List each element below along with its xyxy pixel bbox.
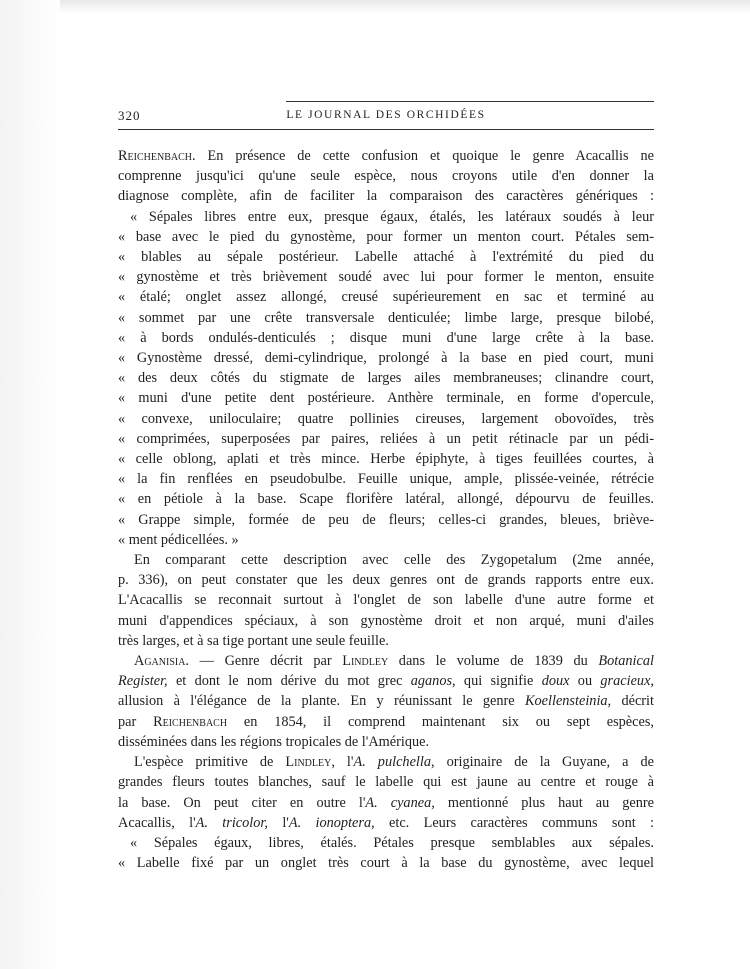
text-run: L'espèce primitive de <box>134 754 286 771</box>
text-run: « blables au sépale postérieur. Labelle attaché à l'extrémité du pied du <box>118 249 654 266</box>
text-line <box>118 247 654 267</box>
text-line <box>118 186 654 206</box>
text-run: — Genre décrit par <box>189 653 343 670</box>
text-run: « sommet par une crête transversale denticulée; limbe large, presque bilobé, <box>118 309 654 326</box>
text-line <box>118 368 654 388</box>
text-line <box>118 146 654 166</box>
italic-term: A. cyanea, <box>365 794 435 811</box>
italic-term: aganos, <box>410 673 456 690</box>
running-title: LE JOURNAL DES ORCHIDÉES <box>286 109 486 121</box>
text-run: « Gynostème dressé, demi-cylindrique, prolongé à la base en pied court, muni <box>118 350 654 367</box>
text-run: « la fin renflées en pseudobulbe. Feuille unique, ample, plissée-veinée, rétrécie <box>118 471 654 488</box>
text-run: ou <box>569 673 601 690</box>
text-line <box>118 469 654 489</box>
text-run: « base avec le pied du gynostème, pour former un menton court. Pétales sem- <box>118 228 654 245</box>
small-caps-name: Lindley <box>342 653 389 670</box>
text-run: originaire de la Guyane, a de <box>434 754 654 771</box>
text-line <box>118 671 654 691</box>
text-line <box>118 207 654 227</box>
text-run: p. 336), on peut constater que les deux genres ont de grands rapports entre eux. <box>118 572 654 589</box>
text-run: l' <box>267 814 289 831</box>
italic-term: doux <box>541 673 570 690</box>
text-run: « étalé; onglet assez allongé, creusé supérieurement en sac et terminé au <box>118 289 654 306</box>
text-run: « en pétiole à la base. Scape florifère latéral, allongé, dépourvu de feuilles. <box>118 491 654 508</box>
text-line <box>118 510 654 530</box>
text-line <box>118 429 654 449</box>
book-page <box>118 100 654 873</box>
italic-term: Register, <box>118 673 168 690</box>
text-line <box>118 772 654 792</box>
italic-term: Koellensteinia, <box>524 693 612 710</box>
text-line <box>118 833 654 853</box>
text-run: par <box>118 713 154 730</box>
small-caps-name: Aganisia. <box>134 653 190 670</box>
text-run: comprenne jusqu'ici qu'une seule espèce, nous croyons utile d'en donner la <box>118 168 654 185</box>
text-line <box>118 530 654 550</box>
text-run: « ment pédicellées. » <box>118 531 239 548</box>
running-header <box>118 100 654 134</box>
text-run: qui signifie <box>455 673 542 690</box>
text-run: « muni d'une petite dent postérieure. Anthère terminale, en forme d'opercule, <box>118 390 654 407</box>
text-run: « Sépales libres entre eux, presque égaux, étalés, les latéraux soudés à leur <box>130 208 654 225</box>
text-run: « convexe, uniloculaire; quatre pollinies cireuses, largement obovoïdes, très <box>118 410 654 427</box>
text-line <box>118 267 654 287</box>
text-line <box>118 691 654 711</box>
text-run: muni d'appendices spéciaux, à son gynostème droit et non arqué, muni d'ailes <box>118 612 654 629</box>
text-run: etc. Leurs caractères communs sont : <box>374 814 655 831</box>
text-run: décrit <box>611 693 654 710</box>
text-run: grandes fleurs toutes blanches, sauf le labelle qui est jaune au centre et rouge à <box>118 774 654 791</box>
small-caps-name: Reichenbach <box>153 713 228 730</box>
text-line <box>118 651 654 671</box>
text-line <box>118 611 654 631</box>
text-run: allusion à l'élégance de la plante. En y réunissant le genre <box>118 693 525 710</box>
text-run: « gynostème et très brièvement soudé avec lui pour former le menton, ensuite <box>118 269 654 286</box>
text-run: très larges, et à sa tige portant une seule feuille. <box>118 632 389 649</box>
text-run: la base. On peut citer en outre l' <box>118 794 366 811</box>
small-caps-name: Reichenbach. <box>118 148 196 164</box>
text-run: « des deux côtés du stigmate de larges ailes membraneuses; clinandre court, <box>118 370 654 387</box>
text-line <box>118 166 654 186</box>
italic-term: A. tricolor, <box>195 814 268 831</box>
scan-shadow-top <box>0 0 750 14</box>
text-run: dans le volume de 1839 du <box>388 653 599 670</box>
text-run: En présence de cette confusion et quoique le genre Acacallis ne <box>195 148 654 164</box>
small-caps-name: Lindley, <box>285 754 335 771</box>
text-run: « comprimées, superposées par paires, reliées à un petit rétinacle par un pédi- <box>118 430 654 447</box>
text-line <box>118 813 654 833</box>
page-number: 320 <box>118 108 141 123</box>
text-run: l' <box>334 754 354 771</box>
text-line <box>118 328 654 348</box>
text-run: L'Acacallis se reconnait surtout à l'onglet de son labelle d'une autre forme et <box>118 592 654 609</box>
text-line <box>118 853 654 873</box>
italic-term: gracieux, <box>600 673 654 690</box>
text-run: et dont le nom dérive du mot grec <box>167 673 411 690</box>
text-line <box>118 287 654 307</box>
text-line <box>118 590 654 610</box>
text-line <box>118 348 654 368</box>
text-run: « Labelle fixé par un onglet très court à la base du gynostème, avec lequel <box>118 855 654 872</box>
text-line <box>118 550 654 570</box>
text-line <box>118 489 654 509</box>
text-line <box>118 449 654 469</box>
text-line <box>118 712 654 732</box>
italic-term: A. ionoptera, <box>288 814 375 831</box>
text-run: « celle oblong, aplati et très mince. Herbe épiphyte, à tiges feuillées courtes, à <box>118 451 654 468</box>
body-text <box>118 146 654 873</box>
text-line <box>118 631 654 651</box>
text-run: mentionné plus haut au genre <box>434 794 654 811</box>
text-line <box>118 793 654 813</box>
text-run: En comparant cette description avec celle des Zygopetalum (2me année, <box>134 552 654 569</box>
header-rule-bottom <box>118 129 654 130</box>
text-line <box>118 732 654 752</box>
text-line <box>118 752 654 772</box>
text-line <box>118 570 654 590</box>
text-line <box>118 388 654 408</box>
text-run: « Sépales égaux, libres, étalés. Pétales presque semblables aux sépales. <box>130 834 654 851</box>
header-rule-top <box>286 101 654 102</box>
scan-shadow-left <box>0 0 60 969</box>
italic-term: Botanical <box>598 653 654 670</box>
text-line <box>118 409 654 429</box>
text-line <box>118 227 654 247</box>
text-run: « à bords ondulés-denticulés ; disque muni d'une large crête à la base. <box>118 329 654 346</box>
text-run: en 1854, il comprend maintenant six ou sept espèces, <box>227 713 654 730</box>
text-run: disséminées dans les régions tropicales de l'Amérique. <box>118 733 430 750</box>
text-line <box>118 308 654 328</box>
text-run: Acacallis, l' <box>118 814 196 831</box>
italic-term: A. pulchella, <box>353 754 435 771</box>
text-run: diagnose complète, afin de faciliter la comparaison des caractères génériques : <box>118 188 654 205</box>
text-run: « Grappe simple, formée de peu de fleurs; celles-ci grandes, bleues, briève- <box>118 511 654 528</box>
